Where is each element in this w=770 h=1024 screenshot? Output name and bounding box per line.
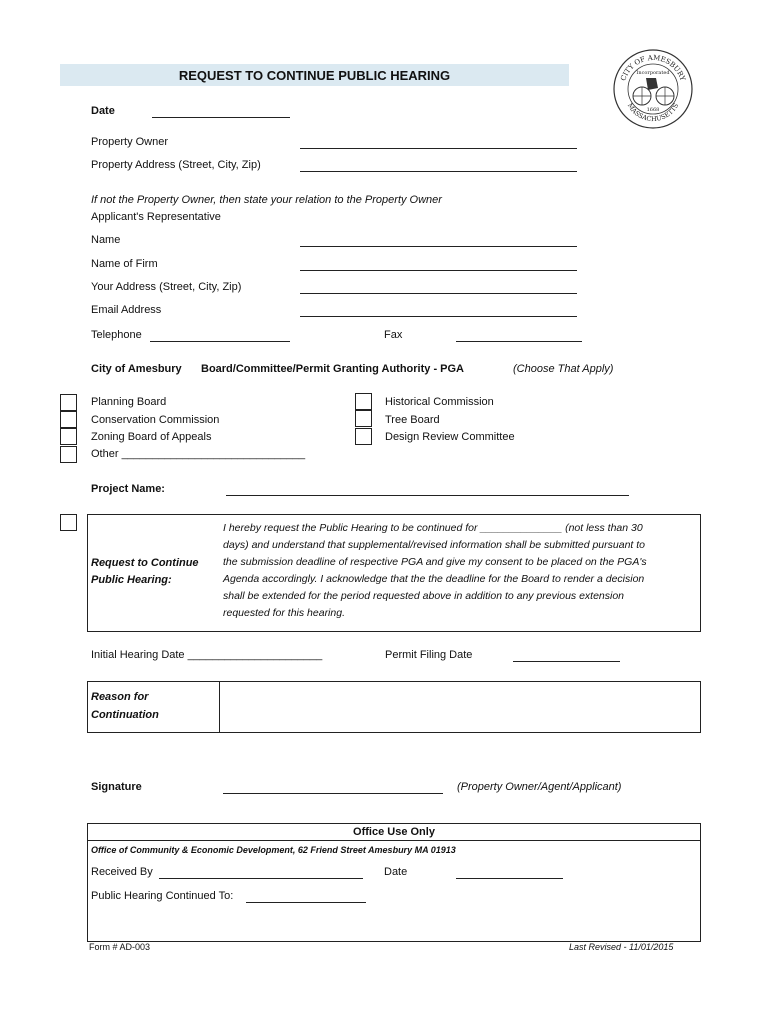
project-name-label: Project Name: [91, 483, 165, 495]
email-field[interactable] [300, 316, 577, 317]
permit-filing-label: Permit Filing Date [385, 649, 473, 661]
request-text-line: the submission deadline of respective PGA and give my consent to be placed on the PGA's [223, 556, 647, 568]
request-text-line: I hereby request the Public Hearing to be continued for ______________ (not less than 30 [223, 522, 643, 534]
signature-field[interactable] [223, 793, 443, 794]
request-label-line1: Request to Continue [91, 557, 199, 569]
date-label: Date [91, 105, 115, 117]
telephone-label: Telephone [91, 329, 142, 341]
option-zoning: Zoning Board of Appeals [91, 431, 212, 443]
applicant-rep-label: Applicant's Representative [91, 211, 221, 223]
relation-note: If not the Property Owner, then state your relation to the Property Owner [91, 194, 442, 206]
option-historical: Historical Commission [385, 396, 494, 408]
telephone-field[interactable] [150, 341, 290, 342]
request-text-line: shall be extended for the period requested above in addition to any previous extension [223, 590, 625, 602]
planning-board-checkbox[interactable] [60, 394, 77, 411]
option-conservation: Conservation Commission [91, 414, 220, 426]
city-seal [612, 48, 694, 130]
request-text-line: Agenda accordingly. I acknowledge that the the deadline for the Board to render a decision [223, 573, 645, 585]
form-number: Form # AD-003 [89, 942, 151, 952]
pga-heading: Board/Committee/Permit Granting Authority - PGA [201, 363, 465, 375]
office-date-field[interactable] [456, 878, 563, 879]
firm-field[interactable] [300, 270, 577, 271]
choose-note: (Choose That Apply) [513, 363, 614, 375]
initial-hearing-date[interactable]: Initial Hearing Date ______________________ [91, 649, 323, 661]
name-label: Name [91, 234, 121, 246]
fax-field[interactable] [456, 341, 582, 342]
name-field[interactable] [300, 246, 577, 247]
zoning-checkbox[interactable] [60, 428, 77, 445]
reason-label-line2: Continuation [91, 709, 159, 721]
option-other: Other ______________________________ [91, 448, 306, 460]
city-label: City of Amesbury [91, 363, 182, 375]
property-owner-label: Property Owner [91, 136, 169, 148]
office-date-label: Date [384, 866, 408, 878]
signature-note: (Property Owner/Agent/Applicant) [457, 781, 622, 793]
option-tree-board: Tree Board [385, 414, 440, 426]
historical-checkbox[interactable] [355, 393, 372, 410]
permit-filing-field[interactable] [513, 661, 620, 662]
conservation-checkbox[interactable] [60, 411, 77, 428]
property-owner-field[interactable] [300, 148, 577, 149]
request-statement [223, 520, 647, 622]
signature-label: Signature [91, 781, 142, 793]
request-text-line: days) and understand that supplemental/revised information shall be submitted pursuant to [223, 539, 645, 551]
office-address: Office of Community & Economic Development, 62 Friend Street Amesbury MA 01913 [91, 845, 456, 855]
continued-to-label: Public Hearing Continued To: [91, 890, 234, 902]
design-review-checkbox[interactable] [355, 428, 372, 445]
option-design-review: Design Review Committee [385, 431, 515, 443]
request-checkbox[interactable] [60, 514, 77, 531]
last-revised: Last Revised - 11/01/2015 [569, 942, 674, 952]
request-text-line: requested for this hearing. [223, 607, 345, 619]
property-address-field[interactable] [300, 171, 577, 172]
request-label-line2: Public Hearing: [91, 574, 172, 586]
your-address-field[interactable] [300, 293, 577, 294]
option-planning-board: Planning Board [91, 396, 167, 408]
date-field[interactable] [152, 117, 290, 118]
page-title: REQUEST TO CONTINUE PUBLIC HEARING [178, 68, 451, 83]
received-by-label: Received By [91, 866, 153, 878]
office-title-divider [88, 840, 700, 841]
seal-top-text: CITY OF AMESBURY [619, 53, 687, 82]
reason-label-line1: Reason for [91, 691, 149, 703]
project-name-field[interactable] [226, 495, 629, 496]
seal-bottom-text: MASSACHUSETTS [625, 101, 681, 124]
reason-input[interactable] [221, 683, 697, 729]
office-use-title: Office Use Only [353, 826, 435, 838]
firm-label: Name of Firm [91, 258, 158, 270]
property-address-label: Property Address (Street, City, Zip) [91, 159, 261, 171]
your-address-label: Your Address (Street, City, Zip) [91, 281, 242, 293]
seal-year: 1668 [646, 107, 660, 113]
received-by-field[interactable] [159, 878, 363, 879]
fax-label: Fax [384, 329, 403, 341]
other-checkbox[interactable] [60, 446, 77, 463]
seal-middle-text: Incorporated [636, 70, 670, 76]
email-label: Email Address [91, 304, 162, 316]
continued-to-field[interactable] [246, 902, 366, 903]
tree-board-checkbox[interactable] [355, 410, 372, 427]
reason-divider [219, 681, 220, 732]
